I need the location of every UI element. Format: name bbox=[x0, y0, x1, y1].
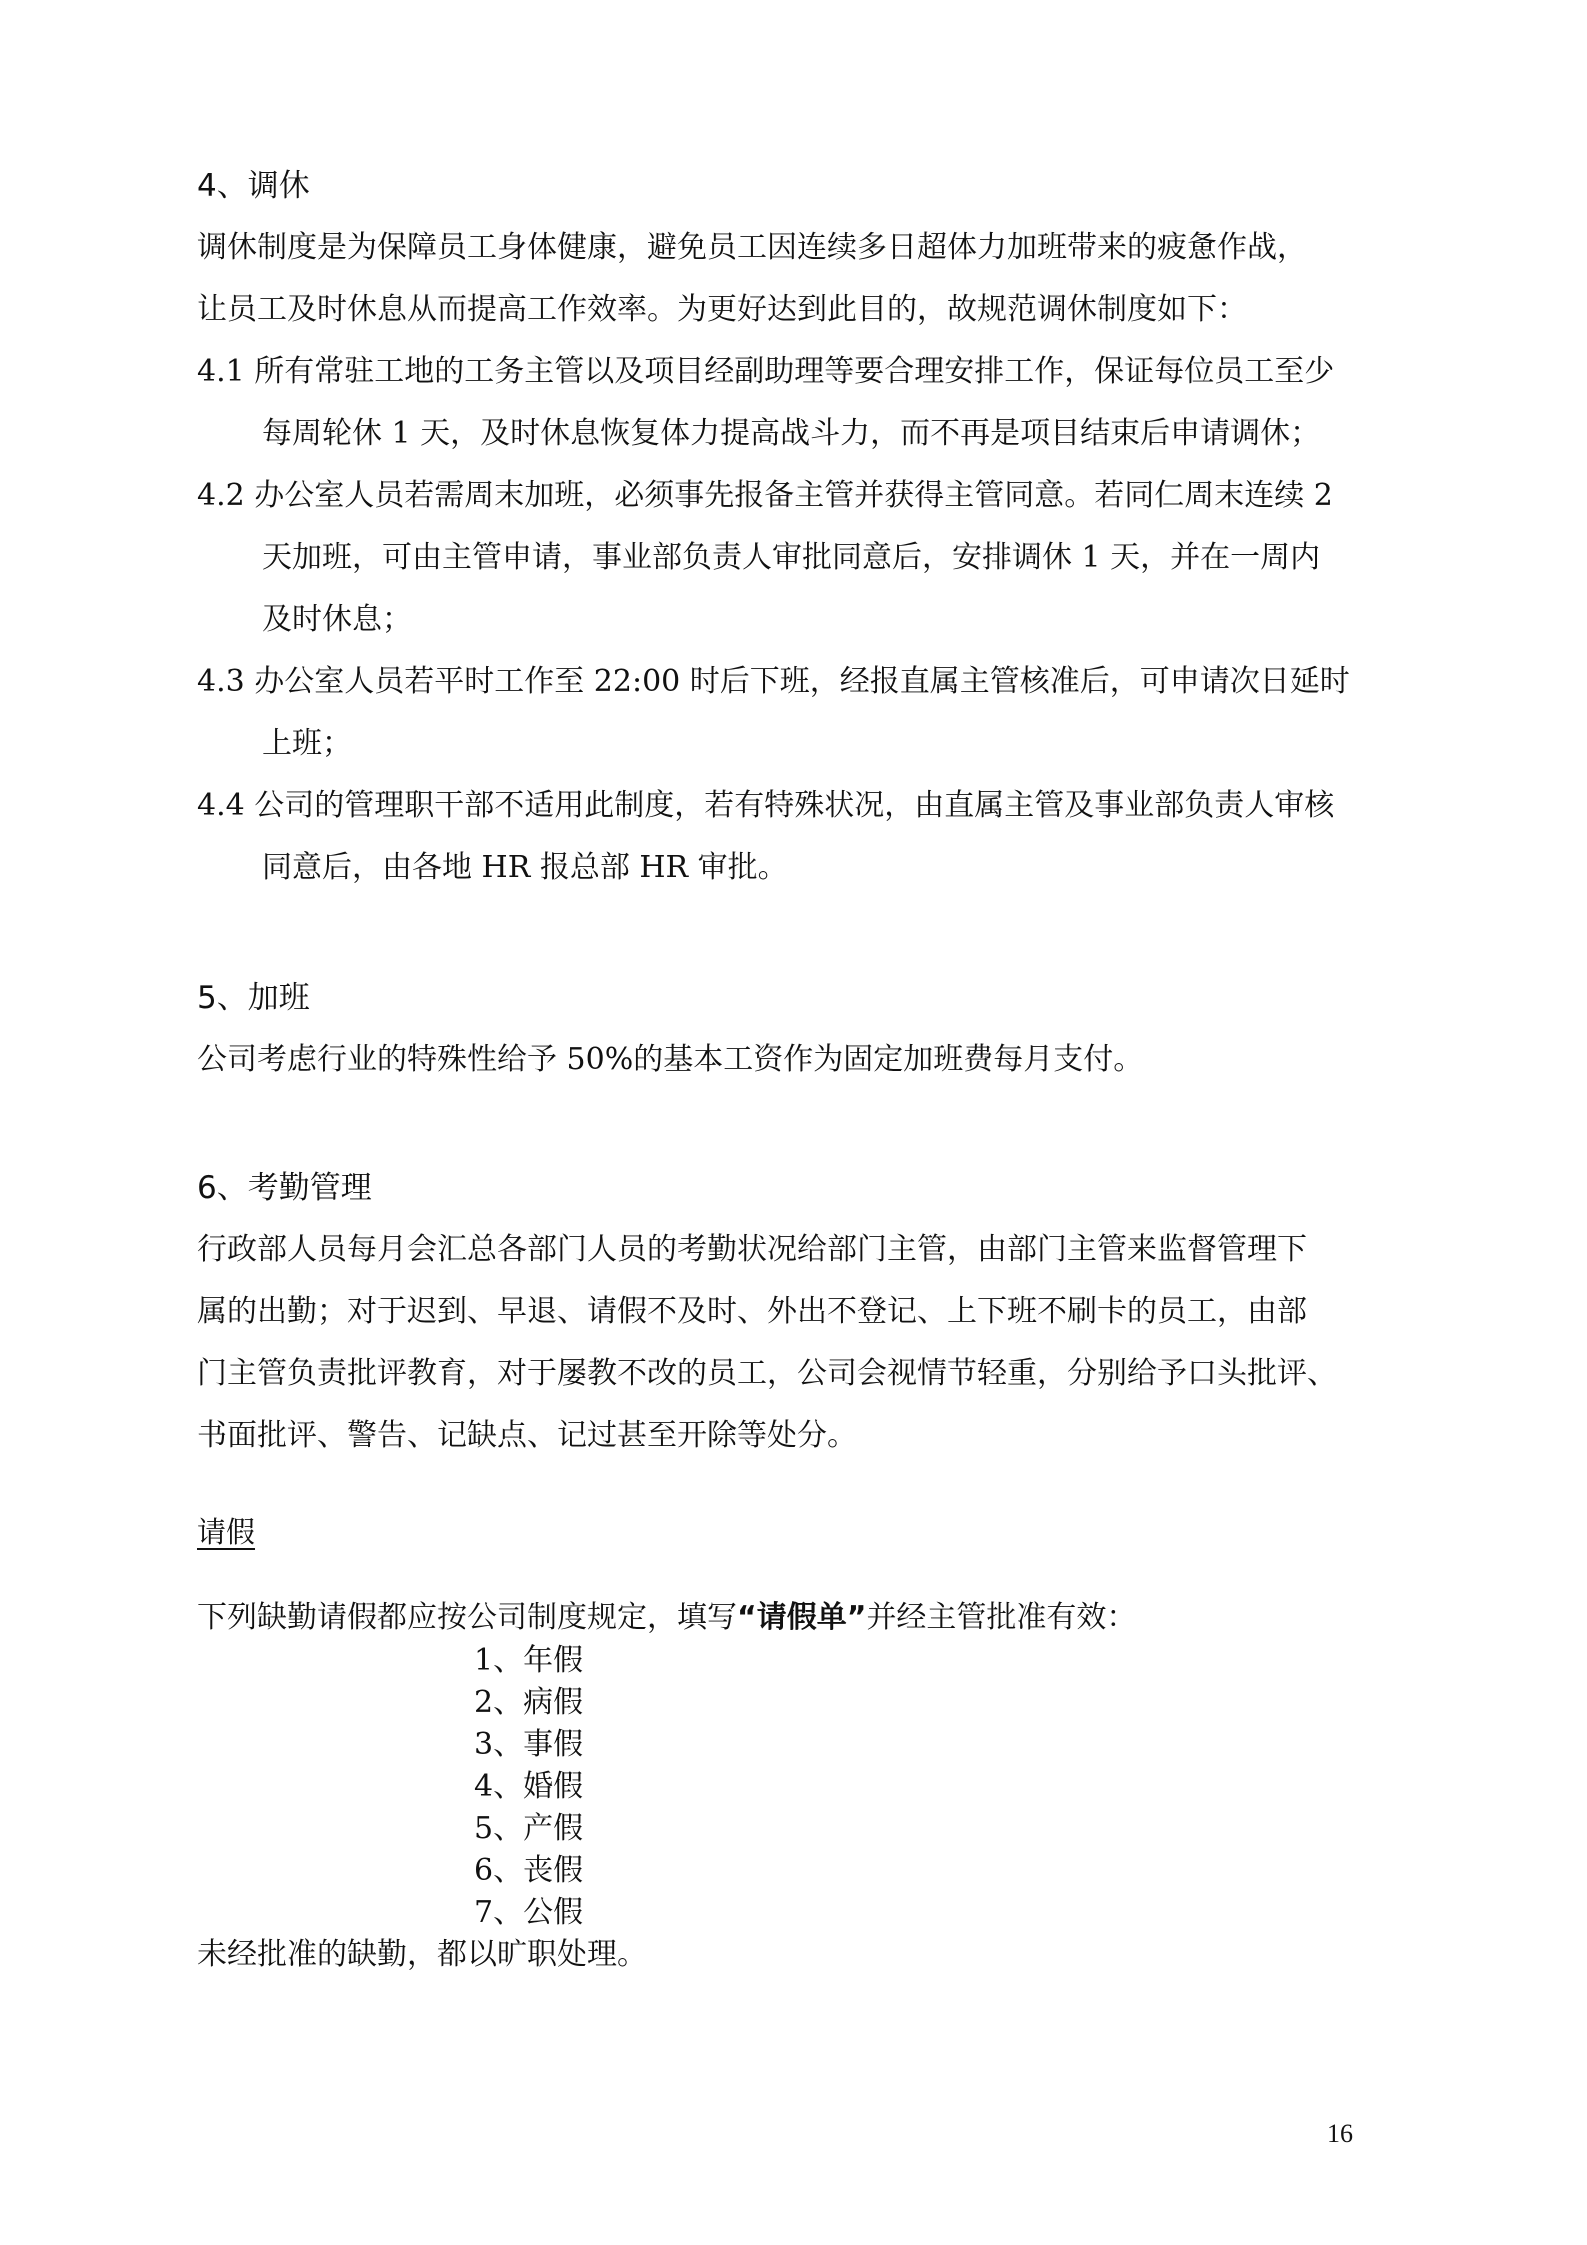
page-number: 16 bbox=[1327, 2119, 1353, 2148]
item-4-2-line-2: 天加班，可由主管申请，事业部负责人审批同意后，安排调休 1 天，并在一周内 bbox=[262, 540, 1321, 575]
section-6-line-2: 属的出勤；对于迟到、早退、请假不及时、外出不登记、上下班不刷卡的员工，由部 bbox=[197, 1294, 1307, 1329]
leave-type-personal: 3、事假 bbox=[474, 1727, 584, 1762]
section-4-heading: 4、调休 bbox=[197, 168, 310, 204]
leave-type-maternity: 5、产假 bbox=[474, 1811, 584, 1846]
leave-type-sick: 2、病假 bbox=[474, 1685, 584, 1720]
item-4-1-line-1: 4.1 所有常驻工地的工务主管以及项目经副助理等要合理安排工作，保证每位员工至少 bbox=[197, 354, 1335, 389]
leave-intro-form-name: “请假单” bbox=[737, 1600, 867, 1635]
section-6-line-3: 门主管负责批评教育，对于屡教不改的员工，公司会视情节轻重，分别给予口头批评、 bbox=[197, 1356, 1337, 1391]
section-6-heading: 6、考勤管理 bbox=[197, 1170, 372, 1206]
item-4-2-line-1: 4.2 办公室人员若需周末加班，必须事先报备主管并获得主管同意。若同仁周末连续 2 bbox=[197, 478, 1333, 513]
leave-footer: 未经批准的缺勤，都以旷职处理。 bbox=[197, 1937, 647, 1972]
item-4-3-line-2: 上班； bbox=[262, 726, 352, 761]
leave-type-annual: 1、年假 bbox=[474, 1643, 584, 1678]
section-6-line-4: 书面批评、警告、记缺点、记过甚至开除等处分。 bbox=[197, 1418, 857, 1453]
leave-subheading: 请假 bbox=[197, 1515, 256, 1549]
section-5-heading: 5、加班 bbox=[197, 980, 310, 1016]
section-4-intro-line-1: 调休制度是为保障员工身体健康，避免员工因连续多日超体力加班带来的疲惫作战， bbox=[197, 230, 1307, 265]
section-4-intro-line-2: 让员工及时休息从而提高工作效率。为更好达到此目的，故规范调休制度如下： bbox=[197, 292, 1247, 327]
leave-intro-after: 并经主管批准有效： bbox=[866, 1600, 1137, 1635]
item-4-4-line-2: 同意后，由各地 HR 报总部 HR 审批。 bbox=[262, 850, 788, 885]
leave-type-marriage: 4、婚假 bbox=[474, 1769, 584, 1804]
item-4-2-line-3: 及时休息； bbox=[262, 602, 412, 637]
section-6-line-1: 行政部人员每月会汇总各部门人员的考勤状况给部门主管，由部门主管来监督管理下 bbox=[197, 1232, 1307, 1267]
item-4-1-line-2: 每周轮休 1 天，及时休息恢复体力提高战斗力，而不再是项目结束后申请调休； bbox=[262, 416, 1321, 451]
leave-type-official: 7、公假 bbox=[474, 1895, 584, 1930]
leave-intro bbox=[197, 1598, 1136, 1638]
leave-type-bereavement: 6、丧假 bbox=[474, 1853, 584, 1888]
item-4-3-line-1: 4.3 办公室人员若平时工作至 22:00 时后下班，经报直属主管核准后，可申请次日延时 bbox=[197, 664, 1350, 699]
leave-intro-before: 下列缺勤请假都应按公司制度规定，填写 bbox=[197, 1600, 737, 1635]
section-5-text: 公司考虑行业的特殊性给予 50%的基本工资作为固定加班费每月支付。 bbox=[197, 1042, 1144, 1077]
item-4-4-line-1: 4.4 公司的管理职干部不适用此制度，若有特殊状况，由直属主管及事业部负责人审核 bbox=[197, 788, 1335, 823]
